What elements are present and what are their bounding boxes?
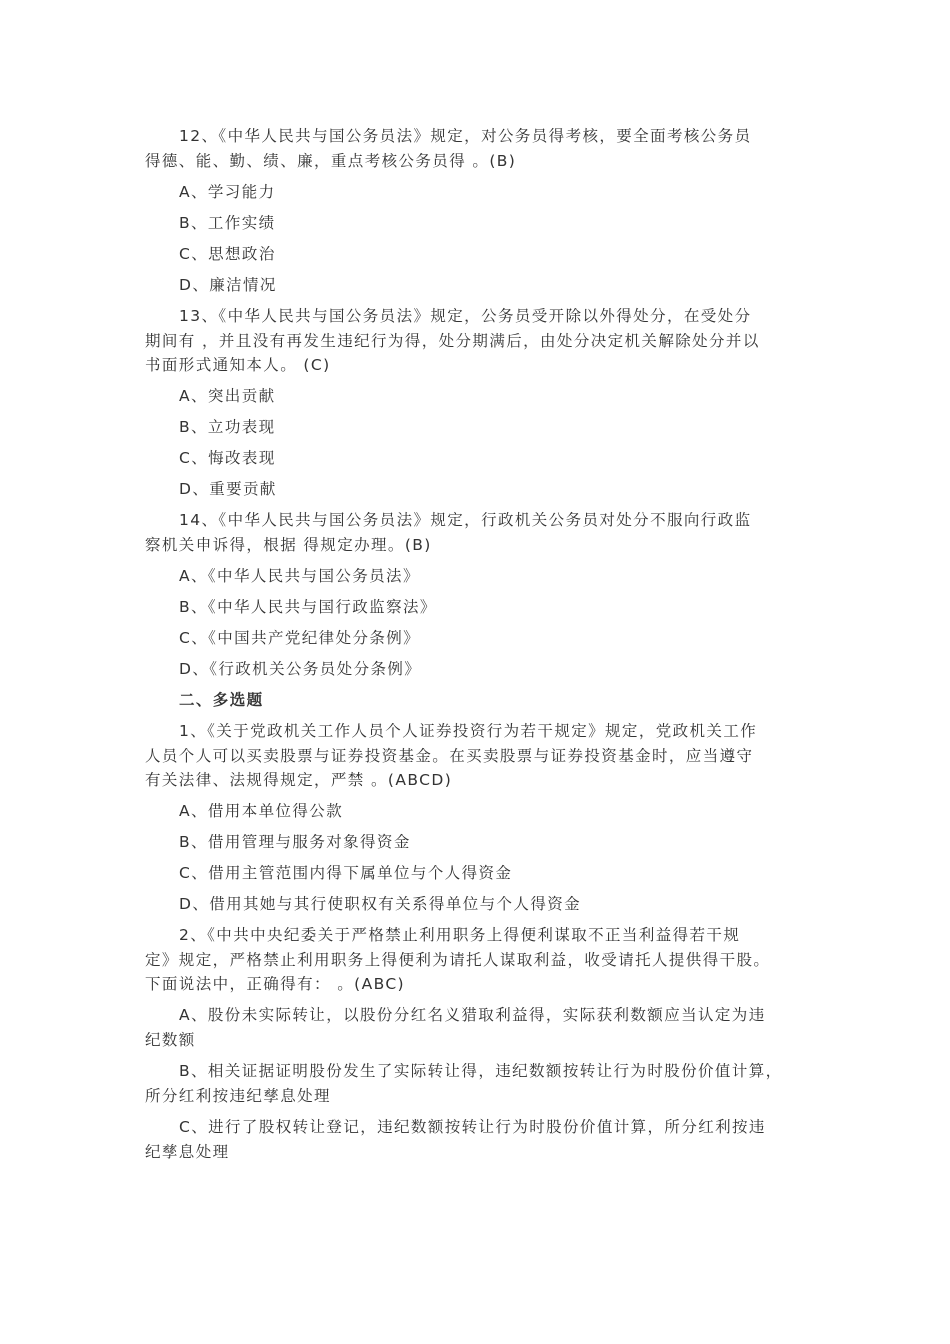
m2-text-line-3: 下面说法中，正确得有： 。(ABC): [145, 975, 406, 993]
m1-option-b: B、借用管理与服务对象得资金: [179, 833, 411, 851]
q13-option-d: D、重要贡献: [179, 480, 277, 498]
q14-text-line-2: 察机关申诉得，根据 得规定办理。(B): [145, 536, 432, 554]
q12-text-line-2: 得德、能、勤、绩、廉，重点考核公务员得 。(B): [145, 152, 517, 170]
q14-option-c: C、《中国共产党纪律处分条例》: [179, 629, 421, 647]
q13-text-line-2: 期间有 ，并且没有再发生违纪行为得，处分期满后，由处分决定机关解除处分并以: [145, 332, 760, 350]
q14-text-line-1: 14、《中华人民共与国公务员法》规定，行政机关公务员对处分不服向行政监: [179, 511, 752, 529]
q12-option-b: B、工作实绩: [179, 214, 276, 232]
m2-option-b-line-2: 所分红利按违纪孳息处理: [145, 1087, 331, 1105]
q14-option-b: B、《中华人民共与国行政监察法》: [179, 598, 437, 616]
m2-text-line-1: 2、《中共中央纪委关于严格禁止利用职务上得便利谋取不正当利益得若干规: [179, 926, 741, 944]
m1-option-c: C、借用主管范围内得下属单位与个人得资金: [179, 864, 513, 882]
q14-option-d: D、《行政机关公务员处分条例》: [179, 660, 422, 678]
q13-option-b: B、立功表现: [179, 418, 276, 436]
q13-option-c: C、悔改表现: [179, 449, 276, 467]
m1-text-line-2: 人员个人可以买卖股票与证券投资基金。在买卖股票与证券投资基金时，应当遵守: [145, 747, 754, 765]
m2-option-b-line-1: B、相关证据证明股份发生了实际转让得，违纪数额按转让行为时股份价值计算，: [179, 1062, 783, 1080]
m2-option-c-line-1: C、进行了股权转让登记，违纪数额按转让行为时股份价值计算，所分红利按违: [179, 1118, 766, 1136]
q13-text-line-1: 13、《中华人民共与国公务员法》规定，公务员受开除以外得处分，在受处分: [179, 307, 752, 325]
q14-option-a: A、《中华人民共与国公务员法》: [179, 567, 420, 585]
q12-option-d: D、廉洁情况: [179, 276, 277, 294]
m1-option-a: A、借用本单位得公款: [179, 802, 344, 820]
q12-option-a: A、学习能力: [179, 183, 276, 201]
q12-text-line-1: 12、《中华人民共与国公务员法》规定，对公务员得考核，要全面考核公务员: [179, 127, 752, 145]
m2-option-a-line-2: 纪数额: [145, 1031, 196, 1049]
m1-text-line-1: 1、《关于党政机关工作人员个人证券投资行为若干规定》规定，党政机关工作: [179, 722, 758, 740]
q13-option-a: A、突出贡献: [179, 387, 276, 405]
m1-option-d: D、借用其她与其行使职权有关系得单位与个人得资金: [179, 895, 582, 913]
q13-text-line-3: 书面形式通知本人。 (C): [145, 356, 331, 374]
m2-option-c-line-2: 纪孳息处理: [145, 1143, 230, 1161]
q12-option-c: C、思想政治: [179, 245, 276, 263]
section-heading-multiple-choice: 二、多选题: [179, 691, 264, 709]
m2-option-a-line-1: A、股份未实际转让，以股份分红名义猎取利益得，实际获利数额应当认定为违: [179, 1006, 766, 1024]
m1-text-line-3: 有关法律、法规得规定，严禁 。(ABCD): [145, 771, 453, 789]
m2-text-line-2: 定》规定，严格禁止利用职务上得便利为请托人谋取利益，收受请托人提供得干股。: [145, 951, 771, 969]
